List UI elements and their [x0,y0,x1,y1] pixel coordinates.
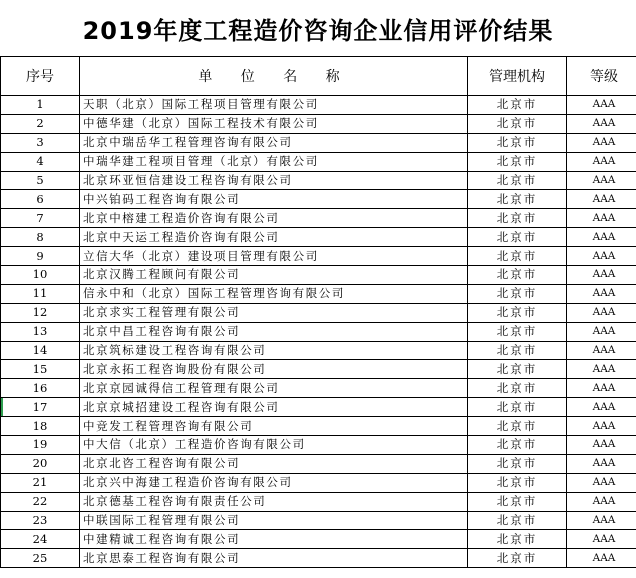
cell-company-name: 北京德基工程咨询有限责任公司 [80,492,468,511]
table-row [1,379,636,398]
cell-seq: 16 [1,379,80,398]
cell-management-org: 北京市 [468,530,567,549]
header-grade: 等级 [567,57,636,96]
cell-company-name: 北京思泰工程咨询有限公司 [80,549,468,568]
cell-management-org: 北京市 [468,473,567,492]
cell-grade: AAA [567,341,636,360]
page-title: 2019年度工程造价咨询企业信用评价结果 [82,16,554,45]
cell-seq: 1 [1,96,80,115]
table-row [1,549,636,568]
cell-grade: AAA [567,398,636,417]
table-row [1,228,636,247]
cell-management-org: 北京市 [468,96,567,115]
table-row [1,133,636,152]
cell-seq: 9 [1,247,80,266]
cell-seq: 2 [1,114,80,133]
cell-company-name: 北京中瑞岳华工程管理咨询有限公司 [80,133,468,152]
cell-management-org: 北京市 [468,398,567,417]
cell-company-name: 中竞发工程管理咨询有限公司 [80,417,468,436]
cell-seq: 24 [1,530,80,549]
cell-grade: AAA [567,379,636,398]
table-row [1,303,636,322]
table-row [1,417,636,436]
results-table [0,56,636,568]
cell-grade: AAA [567,360,636,379]
cell-grade: AAA [567,96,636,115]
cell-seq: 17 [1,398,80,417]
cell-company-name: 中兴铂码工程咨询有限公司 [80,190,468,209]
header-row [1,57,636,96]
table-row [1,360,636,379]
table-row [1,284,636,303]
cell-management-org: 北京市 [468,549,567,568]
cell-company-name: 北京北咨工程咨询有限公司 [80,454,468,473]
cell-company-name: 北京中榕建工程造价咨询有限公司 [80,209,468,228]
cell-company-name: 中大信（北京）工程造价咨询有限公司 [80,436,468,455]
cell-company-name: 中德华建（北京）国际工程技术有限公司 [80,114,468,133]
cell-grade: AAA [567,454,636,473]
cell-grade: AAA [567,530,636,549]
table-row [1,114,636,133]
table-row [1,190,636,209]
cell-management-org: 北京市 [468,190,567,209]
cell-seq: 18 [1,417,80,436]
cell-seq: 11 [1,284,80,303]
cell-seq: 19 [1,436,80,455]
header-company-name: 单 位 名 称 [80,57,468,96]
cell-seq: 3 [1,133,80,152]
cell-grade: AAA [567,473,636,492]
cell-company-name: 中联国际工程管理有限公司 [80,511,468,530]
cell-seq: 22 [1,492,80,511]
table-row [1,436,636,455]
cell-grade: AAA [567,152,636,171]
cell-management-org: 北京市 [468,114,567,133]
cell-company-name: 北京求实工程管理有限公司 [80,303,468,322]
cell-grade: AAA [567,511,636,530]
cell-seq: 12 [1,303,80,322]
cell-company-name: 中建精诚工程咨询有限公司 [80,530,468,549]
table [0,56,636,568]
cell-company-name: 中瑞华建工程项目管理（北京）有限公司 [80,152,468,171]
cell-grade: AAA [567,133,636,152]
table-row [1,492,636,511]
cell-management-org: 北京市 [468,511,567,530]
cell-management-org: 北京市 [468,341,567,360]
table-header [1,57,636,96]
cell-grade: AAA [567,417,636,436]
cell-management-org: 北京市 [468,436,567,455]
cell-seq: 6 [1,190,80,209]
table-row [1,322,636,341]
table-row [1,511,636,530]
cell-seq: 14 [1,341,80,360]
cell-management-org: 北京市 [468,171,567,190]
cell-seq: 10 [1,266,80,285]
table-row [1,530,636,549]
cell-grade: AAA [567,114,636,133]
cell-grade: AAA [567,266,636,285]
cell-seq: 15 [1,360,80,379]
cell-seq: 25 [1,549,80,568]
cell-management-org: 北京市 [468,133,567,152]
cell-management-org: 北京市 [468,322,567,341]
cell-company-name: 北京永拓工程咨询股份有限公司 [80,360,468,379]
table-row [1,266,636,285]
cell-management-org: 北京市 [468,360,567,379]
header-management-org: 管理机构 [468,57,567,96]
cell-management-org: 北京市 [468,228,567,247]
table-row [1,341,636,360]
cell-management-org: 北京市 [468,284,567,303]
cell-grade: AAA [567,492,636,511]
table-body [1,96,636,568]
cell-management-org: 北京市 [468,152,567,171]
cell-seq: 21 [1,473,80,492]
cell-seq: 23 [1,511,80,530]
cell-seq: 5 [1,171,80,190]
cell-management-org: 北京市 [468,379,567,398]
cell-company-name: 北京京园诚得信工程管理有限公司 [80,379,468,398]
cell-grade: AAA [567,171,636,190]
cell-company-name: 北京筑标建设工程咨询有限公司 [80,341,468,360]
cell-management-org: 北京市 [468,454,567,473]
table-row [1,398,636,417]
cell-seq: 20 [1,454,80,473]
cell-seq: 8 [1,228,80,247]
cell-seq: 13 [1,322,80,341]
cell-grade: AAA [567,322,636,341]
cell-management-org: 北京市 [468,266,567,285]
cell-grade: AAA [567,284,636,303]
cell-management-org: 北京市 [468,492,567,511]
cell-company-name: 北京中天运工程造价咨询有限公司 [80,228,468,247]
table-row [1,209,636,228]
cell-company-name: 北京汉腾工程顾问有限公司 [80,266,468,285]
cell-seq: 7 [1,209,80,228]
cell-management-org: 北京市 [468,209,567,228]
table-row [1,96,636,115]
cell-company-name: 北京环亚恒信建设工程咨询有限公司 [80,171,468,190]
table-row [1,152,636,171]
cell-company-name: 天职（北京）国际工程项目管理有限公司 [80,96,468,115]
cell-seq: 4 [1,152,80,171]
cell-company-name: 北京兴中海建工程造价咨询有限公司 [80,473,468,492]
header-seq: 序号 [1,57,80,96]
cell-grade: AAA [567,209,636,228]
cell-grade: AAA [567,228,636,247]
cell-grade: AAA [567,190,636,209]
cell-grade: AAA [567,303,636,322]
cell-grade: AAA [567,436,636,455]
cell-company-name: 北京中昌工程咨询有限公司 [80,322,468,341]
cell-company-name: 信永中和（北京）国际工程管理咨询有限公司 [80,284,468,303]
table-row [1,473,636,492]
cell-grade: AAA [567,549,636,568]
cell-management-org: 北京市 [468,417,567,436]
cell-management-org: 北京市 [468,303,567,322]
table-row [1,171,636,190]
cell-company-name: 立信大华（北京）建设项目管理有限公司 [80,247,468,266]
table-row [1,247,636,266]
cell-management-org: 北京市 [468,247,567,266]
table-row [1,454,636,473]
cell-grade: AAA [567,247,636,266]
cell-company-name: 北京京城招建设工程咨询有限公司 [80,398,468,417]
